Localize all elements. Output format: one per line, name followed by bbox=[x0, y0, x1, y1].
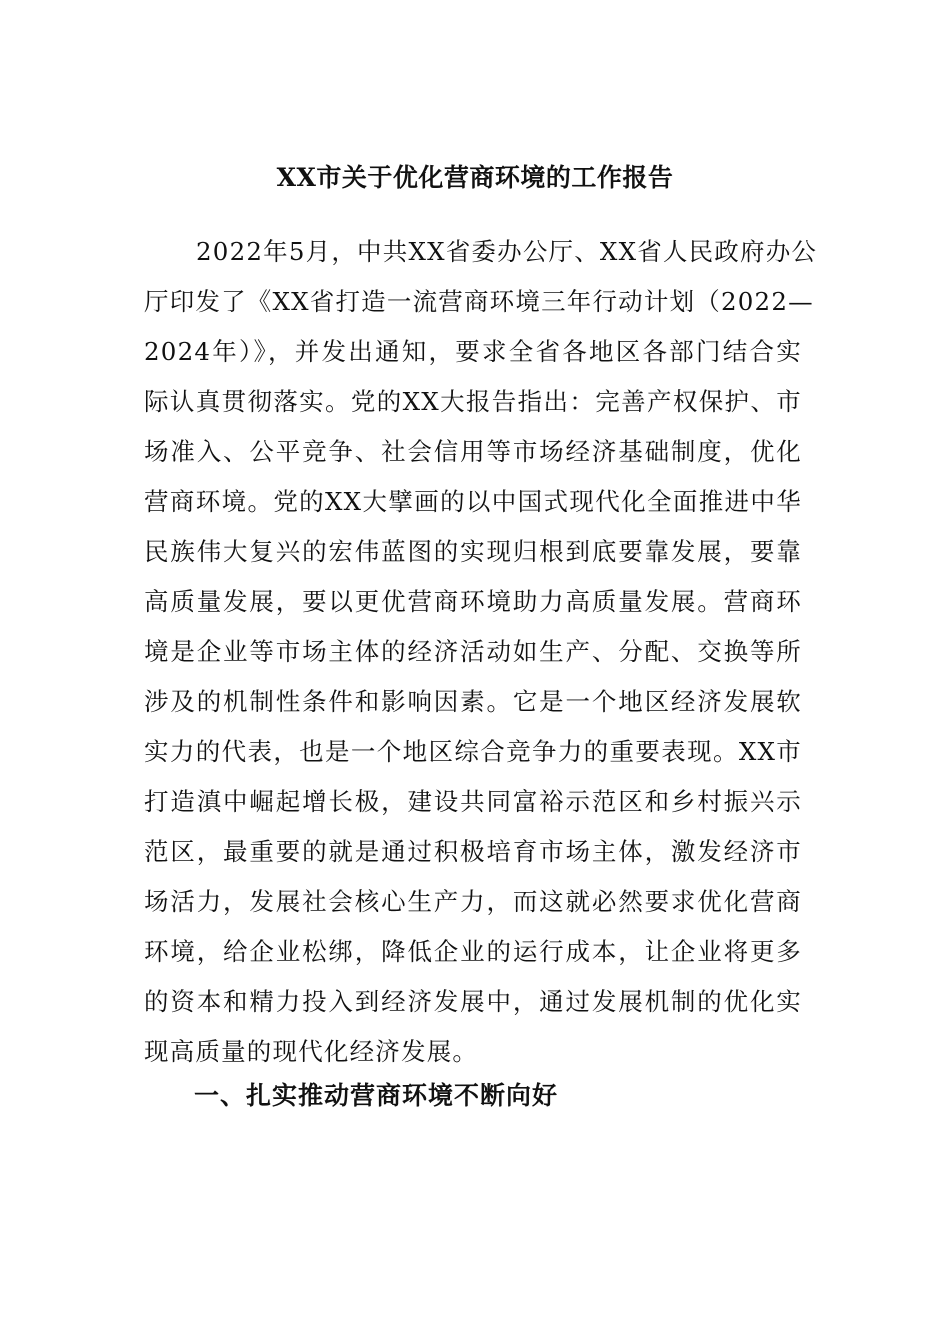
paragraph-line: 涉及的机制性条件和影响因素。它是一个地区经济发展软 bbox=[144, 687, 802, 716]
paragraph-line: 际认真贯彻落实。党的XX大报告指出：完善产权保护、市 bbox=[144, 387, 802, 416]
paragraph-line: 的资本和精力投入到经济发展中，通过发展机制的优化实 bbox=[144, 987, 802, 1016]
section-heading: 一、扎实推动营商环境不断向好 bbox=[194, 1081, 559, 1110]
paragraph-line: 厅印发了《XX省打造一流营商环境三年行动计划（2022— bbox=[144, 287, 814, 316]
paragraph-line: 高质量发展，要以更优营商环境助力高质量发展。营商环 bbox=[144, 587, 802, 616]
document-title: XX市关于优化营商环境的工作报告 bbox=[276, 163, 674, 192]
paragraph-line: 2024年）》，并发出通知，要求全省各地区各部门结合实 bbox=[144, 337, 802, 366]
paragraph-line: 境是企业等市场主体的经济活动如生产、分配、交换等所 bbox=[144, 637, 802, 666]
paragraph-line: 环境，给企业松绑，降低企业的运行成本，让企业将更多 bbox=[144, 937, 802, 966]
paragraph-line: 2022年5月，中共XX省委办公厅、XX省人民政府办公 bbox=[196, 237, 818, 266]
paragraph-line: 现高质量的现代化经济发展。 bbox=[144, 1037, 479, 1066]
paragraph-line: 打造滇中崛起增长极，建设共同富裕示范区和乡村振兴示 bbox=[144, 787, 802, 816]
paragraph-line: 场准入、公平竞争、社会信用等市场经济基础制度，优化 bbox=[144, 437, 802, 466]
paragraph-line: 范区，最重要的就是通过积极培育市场主体，激发经济市 bbox=[144, 837, 802, 866]
intro-paragraph bbox=[144, 232, 818, 1082]
paragraph-line: 场活力，发展社会核心生产力，而这就必然要求优化营商 bbox=[144, 887, 802, 916]
paragraph-line: 民族伟大复兴的宏伟蓝图的实现归根到底要靠发展，要靠 bbox=[144, 537, 802, 566]
paragraph-line: 营商环境。党的XX大擘画的以中国式现代化全面推进中华 bbox=[144, 487, 802, 516]
paragraph-line: 实力的代表，也是一个地区综合竞争力的重要表现。XX市 bbox=[144, 737, 802, 766]
